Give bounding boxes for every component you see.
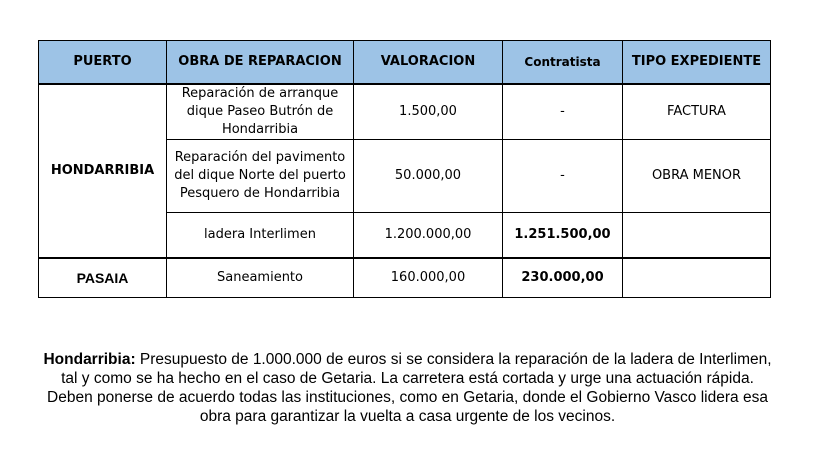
tipo-cell: OBRA MENOR [623, 140, 771, 213]
tipo-cell: FACTURA [623, 84, 771, 140]
table-row [39, 258, 771, 298]
note-text: Presupuesto de 1.000.000 de euros si se considera la reparación de la ladera de Interlimen, tal y como se ha hecho en el caso de Getaria. La carretera está cortada y urge una actuación rápida. Deben ponerse de acuerdo todas las instituciones, como en Getaria, donde el Gobierno Vasco lidera esa obra para garantizar la vuelta a casa urgente de los vecinos. [47, 351, 772, 425]
port-cell-pasaia: PASAIA [39, 258, 167, 298]
tipo-cell [623, 258, 771, 298]
valoracion-cell: 50.000,00 [354, 140, 503, 213]
hondarribia-note [40, 350, 775, 426]
repair-works-table [38, 40, 771, 298]
tipo-cell [623, 213, 771, 259]
obra-cell: Reparación de arranque dique Paseo Butrón de Hondarribia [167, 84, 354, 140]
obra-cell: ladera Interlimen [167, 213, 354, 259]
obra-cell: Saneamiento [167, 258, 354, 298]
port-cell-hondarribia: HONDARRIBIA [39, 84, 167, 258]
valoracion-cell: 1.500,00 [354, 84, 503, 140]
header-puerto: PUERTO [39, 41, 167, 85]
table-header-row [39, 41, 771, 85]
valoracion-cell: 160.000,00 [354, 258, 503, 298]
header-tipo-expediente: TIPO EXPEDIENTE [623, 41, 771, 85]
obra-cell: Reparación del pavimento del dique Norte del puerto Pesquero de Hondarribia [167, 140, 354, 213]
header-obra: OBRA DE REPARACION [167, 41, 354, 85]
valoracion-cell: 1.200.000,00 [354, 213, 503, 259]
contratista-cell: 230.000,00 [503, 258, 623, 298]
note-lead: Hondarribia: [43, 351, 136, 368]
header-valoracion: VALORACION [354, 41, 503, 85]
contratista-cell: - [503, 84, 623, 140]
contratista-cell: 1.251.500,00 [503, 213, 623, 259]
table-row [39, 84, 771, 140]
header-contratista: Contratista [503, 41, 623, 85]
contratista-cell: - [503, 140, 623, 213]
